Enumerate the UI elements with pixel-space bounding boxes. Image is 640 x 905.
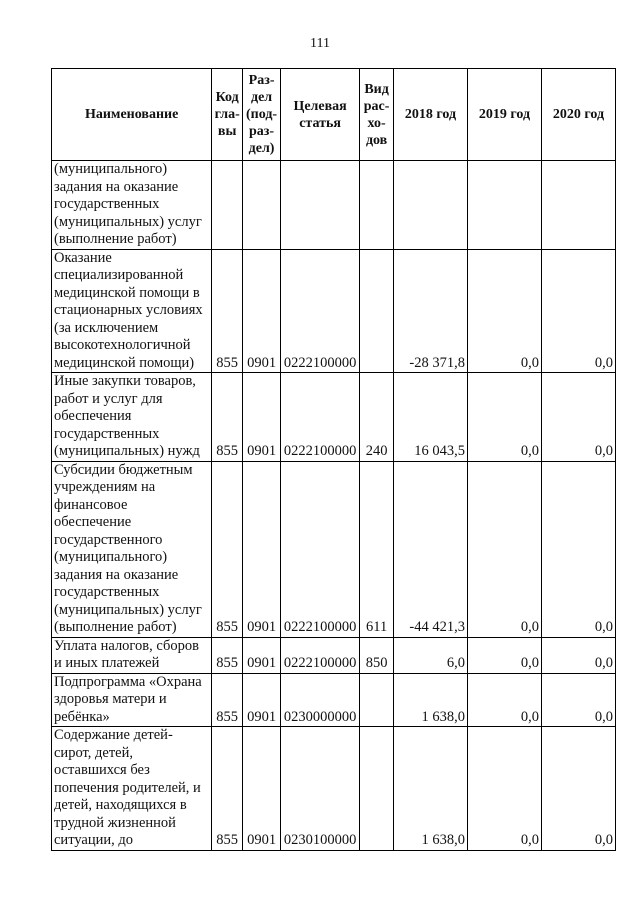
cell-name: (муниципального) задания на оказание государственных (муниципальных) услуг (выполнение работ) (52, 161, 212, 250)
table-row (52, 727, 616, 851)
header-2018: 2018 год (394, 69, 468, 161)
cell-kod: 855 (212, 373, 243, 462)
cell-name: Иные закупки товаров, работ и услуг для обеспечения государственных (муниципальных) нужд (52, 373, 212, 462)
cell-2019: 0,0 (468, 727, 542, 851)
page-number: 111 (310, 36, 330, 51)
cell-2019: 0,0 (468, 249, 542, 373)
cell-2020: 0,0 (541, 727, 615, 851)
cell-name: Оказание специализированной медицинской помощи в стационарных условиях (за исключением высокотехнологичной медицинской помощи) (52, 249, 212, 373)
header-razdel: Раз- дел (под- раз- дел) (243, 69, 281, 161)
cell-kod: 855 (212, 461, 243, 637)
cell-2019: 0,0 (468, 637, 542, 673)
header-kod: Код гла- вы (212, 69, 243, 161)
cell-2019: 0,0 (468, 373, 542, 462)
cell-vid: 240 (360, 373, 394, 462)
cell-2020: 0,0 (541, 249, 615, 373)
cell-celev (281, 161, 360, 250)
cell-name: Содержание детей- сирот, детей, оставшихся без попечения родителей, и детей, находящихся в трудной жизненной ситуации, до (52, 727, 212, 851)
cell-2020: 0,0 (541, 461, 615, 637)
cell-vid (360, 727, 394, 851)
cell-razdel: 0901 (243, 637, 281, 673)
table-row (52, 461, 616, 637)
cell-name: Подпрограмма «Охрана здоровья матери и ребёнка» (52, 673, 212, 727)
cell-celev: 0222100000 (281, 373, 360, 462)
cell-2018: 16 043,5 (394, 373, 468, 462)
cell-vid (360, 161, 394, 250)
table-row (52, 373, 616, 462)
cell-name: Уплата налогов, сборов и иных платежей (52, 637, 212, 673)
cell-2018: -44 421,3 (394, 461, 468, 637)
cell-celev: 0230000000 (281, 673, 360, 727)
cell-vid (360, 673, 394, 727)
header-name: Наименование (52, 69, 212, 161)
cell-vid (360, 249, 394, 373)
table-row (52, 673, 616, 727)
cell-razdel: 0901 (243, 373, 281, 462)
cell-kod: 855 (212, 249, 243, 373)
cell-2020 (541, 161, 615, 250)
cell-2018: 6,0 (394, 637, 468, 673)
header-row (52, 69, 616, 161)
table-row (52, 161, 616, 250)
budget-table (51, 68, 616, 851)
cell-kod (212, 161, 243, 250)
cell-kod: 855 (212, 637, 243, 673)
table-row (52, 249, 616, 373)
cell-razdel: 0901 (243, 673, 281, 727)
cell-2019: 0,0 (468, 461, 542, 637)
table-row (52, 637, 616, 673)
cell-2019: 0,0 (468, 673, 542, 727)
cell-razdel: 0901 (243, 461, 281, 637)
cell-2020: 0,0 (541, 373, 615, 462)
cell-razdel (243, 161, 281, 250)
cell-vid: 850 (360, 637, 394, 673)
header-2020: 2020 год (541, 69, 615, 161)
cell-2020: 0,0 (541, 673, 615, 727)
cell-2020: 0,0 (541, 637, 615, 673)
cell-2018: 1 638,0 (394, 727, 468, 851)
cell-razdel: 0901 (243, 249, 281, 373)
cell-2018 (394, 161, 468, 250)
cell-kod: 855 (212, 673, 243, 727)
cell-2018: -28 371,8 (394, 249, 468, 373)
cell-kod: 855 (212, 727, 243, 851)
cell-celev: 0222100000 (281, 249, 360, 373)
cell-celev: 0230100000 (281, 727, 360, 851)
header-vid: Вид рас- хо- дов (360, 69, 394, 161)
cell-vid: 611 (360, 461, 394, 637)
header-2019: 2019 год (468, 69, 542, 161)
cell-2019 (468, 161, 542, 250)
cell-celev: 0222100000 (281, 637, 360, 673)
cell-razdel: 0901 (243, 727, 281, 851)
cell-celev: 0222100000 (281, 461, 360, 637)
cell-2018: 1 638,0 (394, 673, 468, 727)
cell-name: Субсидии бюджетным учреждениям на финансовое обеспечение государственного (муниципального) задания на оказание государственных (муниципальных) услуг (выполнение работ) (52, 461, 212, 637)
header-celev: Целевая статья (281, 69, 360, 161)
